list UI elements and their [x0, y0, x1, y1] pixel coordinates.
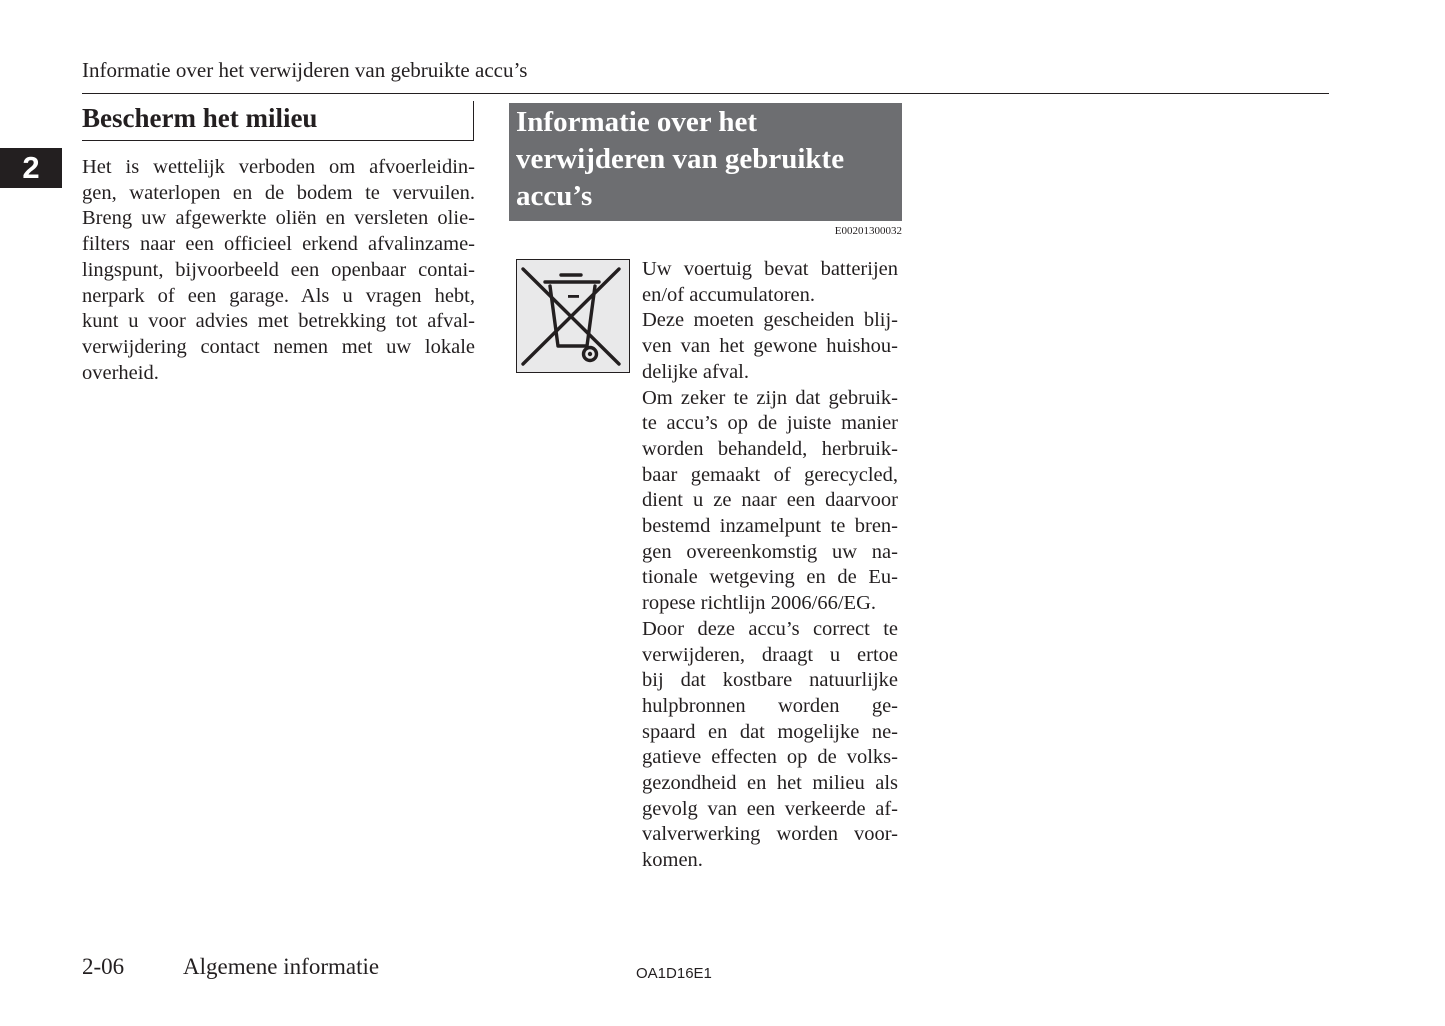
text-line: ropese richtlijn 2006/66/EG.	[642, 592, 876, 615]
chapter-tab: 2	[0, 148, 62, 188]
environment-paragraph	[82, 155, 475, 386]
text-line: Uw voertuig bevat batterijen	[642, 258, 898, 280]
text-line: bij dat kostbare natuurlijke	[642, 669, 898, 692]
text-line: Breng uw afgewerkte oliën en versleten olie-	[82, 207, 475, 230]
paragraph	[642, 308, 898, 385]
text-line: Het is wettelijk verboden om afvoerleidin-	[82, 156, 475, 178]
paragraph	[642, 257, 898, 308]
battery-disposal-heading	[509, 103, 902, 221]
text-line: overheid.	[82, 361, 159, 384]
text-line: hulpbronnen worden ge-	[642, 694, 898, 717]
running-header: Informatie over het verwijderen van gebruikte accu’s	[82, 58, 528, 82]
text-line: lingspunt, bijvoorbeeld een openbaar contai-	[82, 258, 475, 281]
heading-line: verwijderen van gebruikte	[516, 143, 845, 175]
battery-disposal-text	[642, 257, 898, 874]
text-line: spaard en dat mogelijke ne-	[642, 720, 898, 743]
text-line: dient u ze naar een daarvoor	[642, 489, 898, 512]
text-line: verwijderen, draagt u ertoe	[642, 643, 898, 666]
chapter-name: Algemene informatie	[183, 954, 380, 979]
text-line: valverwerking worden voor-	[642, 823, 898, 846]
text-line: gevolg van een verkeerde af-	[642, 797, 898, 820]
text-line: nerpark of een garage. Als u vragen hebt,	[82, 284, 475, 307]
section-heading: Bescherm het milieu	[82, 101, 474, 141]
text-line: gatieve effecten op de volks-	[642, 746, 898, 769]
document-code: E00201300032	[834, 225, 902, 237]
text-line: tionale wetgeving en de Eu-	[642, 566, 898, 589]
paragraph	[642, 386, 898, 617]
text-line: bestemd inzamelpunt te bren-	[642, 515, 898, 538]
heading-line: Informatie over het	[516, 106, 758, 138]
heading-line: accu’s	[516, 180, 593, 212]
text-line: worden behandeld, herbruik-	[642, 437, 898, 460]
text-line: Om zeker te zijn dat gebruik-	[642, 386, 898, 409]
text-line: filters naar een officieel erkend afvalinzame-	[82, 233, 475, 256]
paragraph	[642, 617, 898, 874]
text-line: delijke afval.	[642, 360, 750, 383]
text-line: verwijdering contact nemen met uw lokale	[82, 335, 475, 358]
text-line: gezondheid en het milieu als	[642, 772, 898, 795]
text-line: Deze moeten gescheiden blij-	[642, 309, 898, 332]
text-line: gen, waterlopen en de bodem te vervuilen.	[82, 181, 475, 204]
text-line: komen.	[642, 849, 703, 872]
text-line: kunt u voor advies met betrekking tot afval-	[82, 310, 475, 333]
header-divider	[82, 93, 1329, 94]
text-line: te accu’s op de juiste manier	[642, 412, 898, 435]
footer-code: OA1D16E1	[636, 965, 712, 982]
text-line: en/of accumulatoren.	[642, 283, 816, 306]
text-line: ven van het gewone huishou-	[642, 335, 898, 358]
text-line: baar gemaakt of gerecycled,	[642, 463, 898, 486]
text-line: gen overeenkomstig uw na-	[642, 540, 898, 563]
text-line: Door deze accu’s correct te	[642, 617, 898, 640]
crossed-out-wheelie-bin-icon	[516, 259, 630, 373]
page-number: 2-06	[82, 954, 125, 979]
wheelie-bin-symbol	[517, 260, 628, 371]
